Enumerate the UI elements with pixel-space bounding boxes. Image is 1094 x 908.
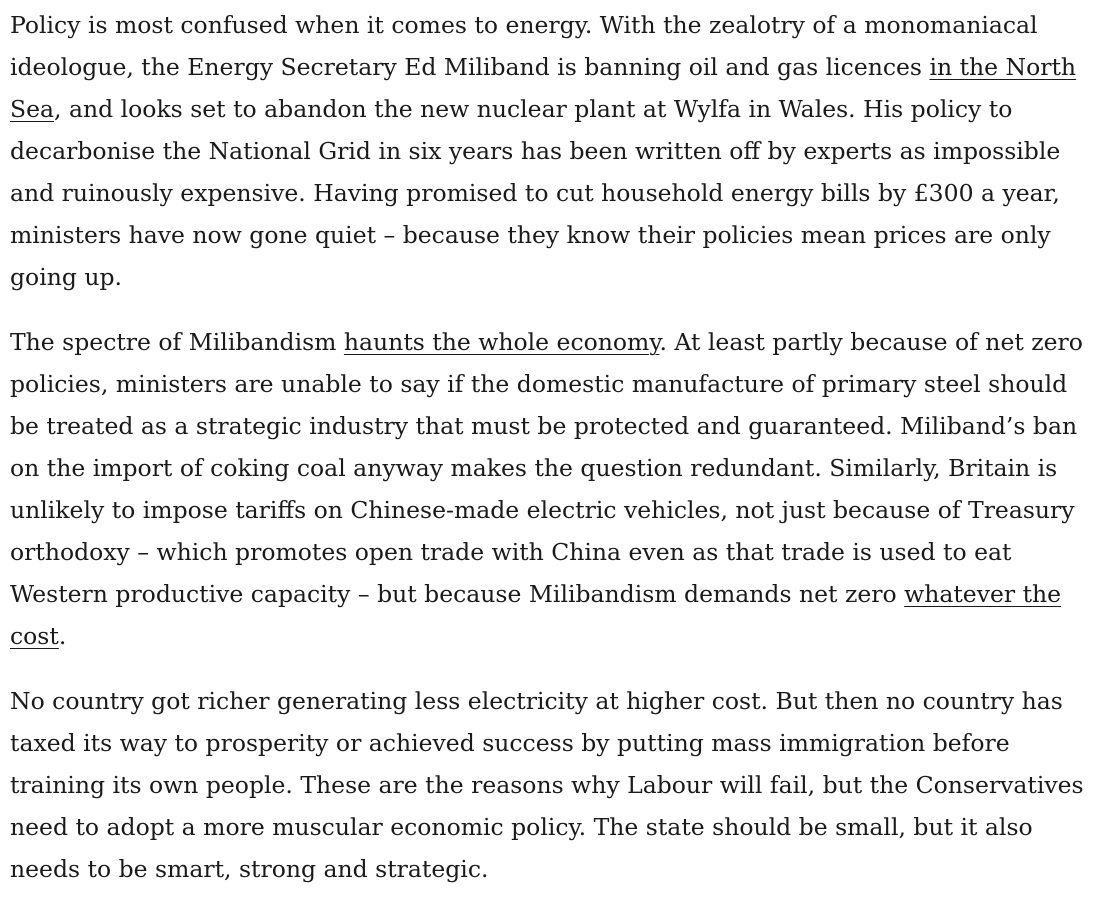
paragraph-conclusion <box>10 680 1084 890</box>
link-in-the-north-sea[interactable]: in the North Sea <box>10 53 1077 123</box>
link-whatever-the-cost[interactable]: whatever the cost <box>10 580 1062 650</box>
text-segment: Policy is most confused when it comes to energy. With the zealotry of a monomaniacal ideologue, the Energy Secretary Ed Miliband is banning oil and gas licences <box>10 11 1038 81</box>
link-haunts-the-whole-economy[interactable]: haunts the whole economy <box>343 328 660 356</box>
text-segment: . At least partly because of net zero policies, ministers are unable to say if the domestic manufacture of primary steel should be treated as a strategic industry that must be protected and guaranteed. Miliband’s ban on the import of coking coal anyway makes the question redundant. Similarly, Britain is unlikely to impose tariffs on Chinese-made electric vehicles, not just because of Treasury orthodoxy – which promotes open trade with China even as that trade is used to eat Western productive capacity – but because Milibandism demands net zero <box>10 328 1083 608</box>
text-segment: No country got richer generating less electricity at higher cost. But then no country has taxed its way to prosperity or achieved success by putting mass immigration before training its own people. These are the reasons why Labour will fail, but the Conservatives need to adopt a more muscular economic policy. The state should be small, but it also needs to be smart, strong and strategic. <box>10 687 1084 883</box>
text-segment: The spectre of Milibandism <box>10 328 344 356</box>
text-segment: . <box>58 622 67 650</box>
text-segment: , and looks set to abandon the new nuclear plant at Wylfa in Wales. His policy to decarbonise the National Grid in six years has been written off by experts as impossible and ruinously expensive. Having promised to cut household energy bills by £300 a year, ministers have now gone quiet – because they know their policies mean prices are only going up. <box>10 95 1061 291</box>
paragraph-milibandism <box>10 321 1084 657</box>
paragraph-energy-policy <box>10 0 1084 298</box>
article-body <box>10 0 1084 890</box>
